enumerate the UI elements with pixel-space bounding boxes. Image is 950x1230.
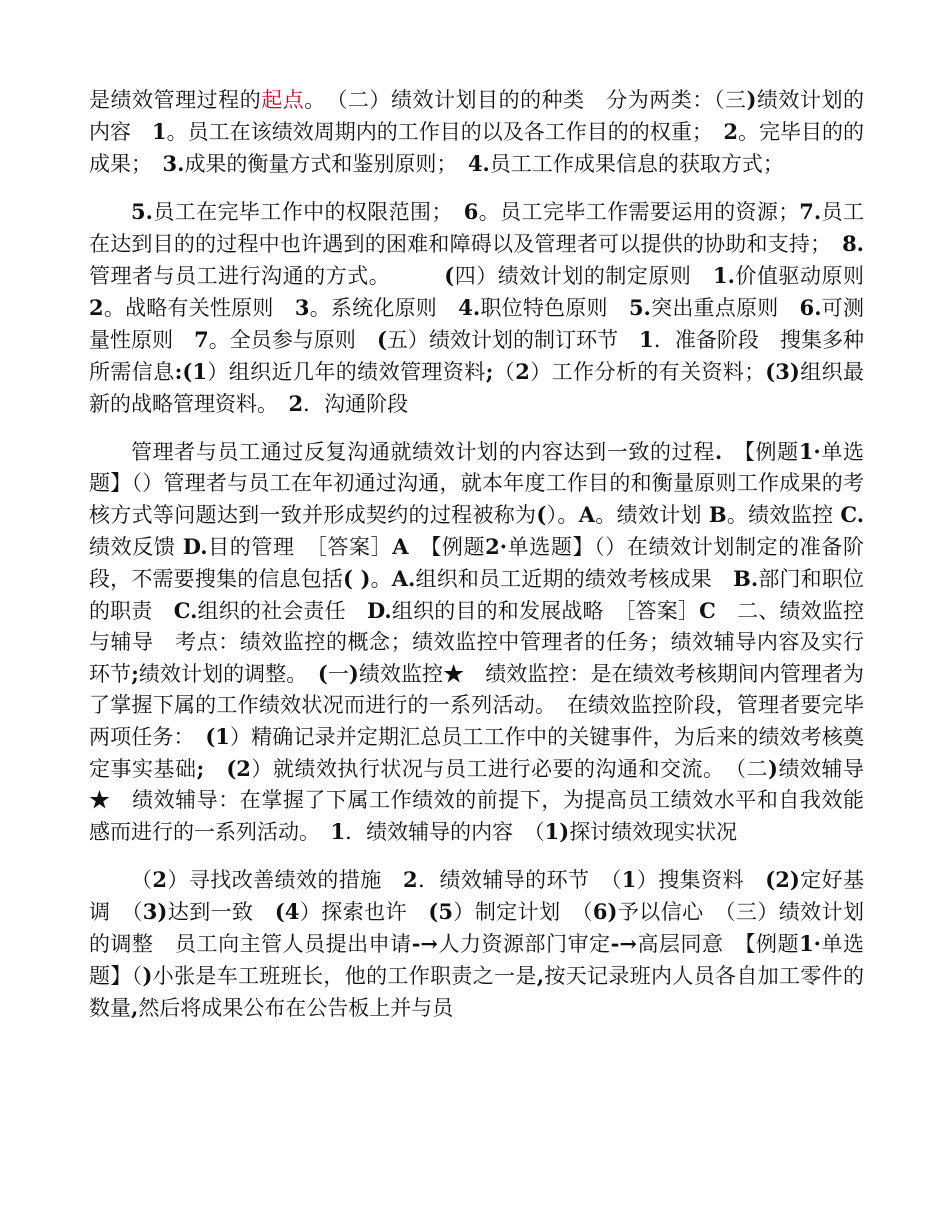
bold-run: ( [317,661,328,686]
bold-run: ) [142,963,153,988]
text-run: ）制定计划 （ [452,900,593,924]
text-run: ．沟通阶段 [303,392,409,416]
text-run: 高层同意 【例题 [636,932,800,956]
bold-run: :(1 [174,359,207,384]
text-run: 绩效计划的内容 [89,88,865,144]
bold-run: ( ) [343,566,371,591]
bold-run: 4. [458,295,481,320]
text-run: 单选题】（）在绩效计划制定的准备阶段，不需要搜集的信息包括 [89,535,865,591]
bold-run: D. [182,534,208,559]
bold-run: 1 [639,327,654,352]
text-run: 。 [370,567,392,591]
text-run: 。战略有关性原则 [103,296,295,320]
bold-run: 2 [288,391,304,416]
bold-run: 6 [463,199,479,224]
text-run: 可测量性原则 [89,296,865,352]
bold-run: . [714,439,723,464]
text-run [204,757,226,781]
bold-run: 2 [89,295,104,320]
bold-run: ( [536,502,547,527]
bold-run: , [131,995,139,1020]
text-run: 【例题 [722,440,799,464]
text-run: 组织和员工近期的绩效考核成果 [415,567,734,591]
text-run: ．绩效辅导的内容 （ [345,820,545,844]
text-run: 绩效监控★ 绩效监控：是在绩效考核期间内管理者为了掌握下属的工作绩效状况而进行的一系列活动。 在绩效监控阶段，管理者要完毕两项任务： [89,662,865,749]
text-run: （ [493,360,516,384]
text-run: 是绩效管理过程的 [89,88,262,112]
bold-run: 6) [592,899,618,924]
text-run: 突出重点原则 [650,296,800,320]
text-run: 成果的衡量方式和鉴别原则； [184,152,468,176]
bold-run: A [392,534,409,559]
bold-run: C. [840,502,865,527]
bold-run: 7 [194,327,209,352]
text-run: 。完毕目的的成果； [89,120,865,176]
text-run: 按天记录班内人员各自加工零件的数量 [89,964,865,1020]
text-run: 员工工作成果信息的获取方式； [489,152,784,176]
text-run: 。 （二）绩效计划目的的种类 分为两类：（三 [304,88,747,112]
text-run: ）精确记录并定期汇总员工工作中的关键事件，为后来的绩效考核奠定事实基础 [89,725,865,781]
text-run: ）工作分析的有关资料； [529,360,766,384]
text-run: ）寻找改善绩效的措施 [167,868,404,892]
bold-run: 3) [142,899,168,924]
bold-run: 8. [842,231,864,256]
bold-run: 1 [152,119,167,144]
bold-run: 2 [515,359,530,384]
bold-run: (1 [205,724,230,749]
text-run: 绩效计划的调整。 [138,662,318,686]
bold-run: ) [746,87,757,112]
paragraph-1 [89,84,864,180]
text-run: 【例题 [408,535,486,559]
text-run: ．绩效辅导的环节 （ [417,868,622,892]
bold-run: 7. [799,199,822,224]
bold-run: 1 [621,867,637,892]
text-run: 。员工完毕工作需要运用的资源； [478,200,800,224]
bold-run: 6. [799,295,822,320]
bold-run: ) [768,756,778,781]
bold-run: B. [733,566,759,591]
bold-run: 2 [403,867,418,892]
bold-run: 3 [294,295,310,320]
text-run: 部门和职位的职责 [89,567,865,623]
arrow-symbol: -→ [610,931,637,956]
bold-run: 1. [712,263,735,288]
bold-run: 1· [799,931,821,956]
text-run: 人力资源部门审定 [438,932,611,956]
text-run: ）就绩效执行状况与员工进行必要的沟通和交流。 （二 [250,757,769,781]
bold-run: (2) [765,867,800,892]
text-run: 组织最新的战略管理资料。 [89,360,864,416]
text-run: 。绩效计划 [595,503,709,527]
bold-run: C [699,598,716,623]
bold-run: ; [131,661,139,686]
bold-run: ) [348,661,359,686]
text-run: 一 [327,662,349,686]
text-run: 员工在完毕工作中的权限范围； [152,200,464,224]
text-run: 目的管理 ［答案］ [207,535,393,559]
bold-run: 1 [330,819,346,844]
highlighted-text: 起点 [261,88,305,112]
text-run: 管理者与员工进行沟通的方式。 [89,264,445,288]
arrow-symbol: -→ [411,931,438,956]
text-run: 绩效反馈 [89,535,183,559]
bold-run: ( [444,263,455,288]
text-run: 达到一致 [167,900,275,924]
text-run: 价值驱动原则 [734,264,886,288]
text-run: 员工在达到目的的过程中也许遇到的困难和障碍以及管理者可以提供的协助和支持； [89,200,865,256]
bold-run: (3) [765,359,800,384]
bold-run: C. [173,598,198,623]
text-run: 管理者与员工通过反复沟通就绩效计划的内容达到一致的过程 [131,440,715,464]
bold-run: , [536,963,545,988]
bold-run: 3. [162,151,185,176]
bold-run: B [708,502,727,527]
bold-run: 2 [152,867,168,892]
bold-run: 2· [485,534,508,559]
text-run: 单选题】（）管理者与员工在年初通过沟通，就本年度工作目的和衡量原则工作成果的考核方式等问题达到一致并形成契约的过程被称为 [89,440,864,527]
text-run: ）搜集资料 [636,868,766,892]
text-run: 。系统化原则 [309,296,459,320]
text-run: 组织的目的和发展战略 ［答案］ [391,599,700,623]
bold-run: 5. [131,199,153,224]
bold-run: 1) [544,819,570,844]
text-run: 。员工在该绩效周期内的工作目的以及各工作目的的权重； [166,120,724,144]
text-run: 单选题】（ [89,932,865,988]
text-run: ）。 [546,503,579,527]
text-run: 定好基调 （ [89,868,865,924]
text-run: 绩效辅导★ 绩效辅导：在掌握了下属工作绩效的前提下，为提高员工绩效水平和自我效能感而进行的一系列活动。 [89,757,865,844]
text-run: 职位特色原则 [480,296,629,320]
bold-run: 2 [723,119,738,144]
bold-run: (4 [274,899,300,924]
bold-run: D. [366,598,392,623]
text-run: 二、绩效监控与辅导 考点：绩效监控的概念；绩效监控中管理者的任务；绩效辅导内容及实行环节 [89,599,865,686]
paragraph-4 [89,864,864,1024]
bold-run: (5 [428,899,453,924]
bold-run: 5. [628,295,651,320]
paragraph-2 [89,196,886,420]
text-run: 小张是车工班班长，他的工作职责之一是 [152,964,537,988]
bold-run: 1· [798,439,821,464]
text-run: 组织的社会责任 [197,599,367,623]
text-run: 。全员参与原则 [208,328,377,352]
bold-run: A. [391,566,416,591]
bold-run: ; [485,359,494,384]
paragraph-3 [89,436,864,848]
bold-run: A [578,502,596,527]
text-run: 五）绩效计划的制订环节 [386,328,640,352]
text-run: ）组织近几年的绩效管理资料 [206,360,486,384]
text-run: 。绩效监控 [726,503,841,527]
bold-run: ( [376,327,387,352]
text-run: 探讨绩效现实状况 [569,820,738,844]
text-run: 予以信心 （三）绩效计划的调整 员工向主管人员提出申请 [89,900,865,956]
bold-run: 4. [467,151,490,176]
text-run: 然后将成果公布在公告板上并与员 [138,996,454,1020]
bold-run: ; [196,756,205,781]
text-run: ）探索也许 [299,900,429,924]
text-run: 四）绩效计划的制定原则 [454,264,713,288]
text-run: ．准备阶段 搜集多种所需信息 [89,328,865,384]
text-run: （ [131,868,153,892]
bold-run: (2 [226,756,251,781]
